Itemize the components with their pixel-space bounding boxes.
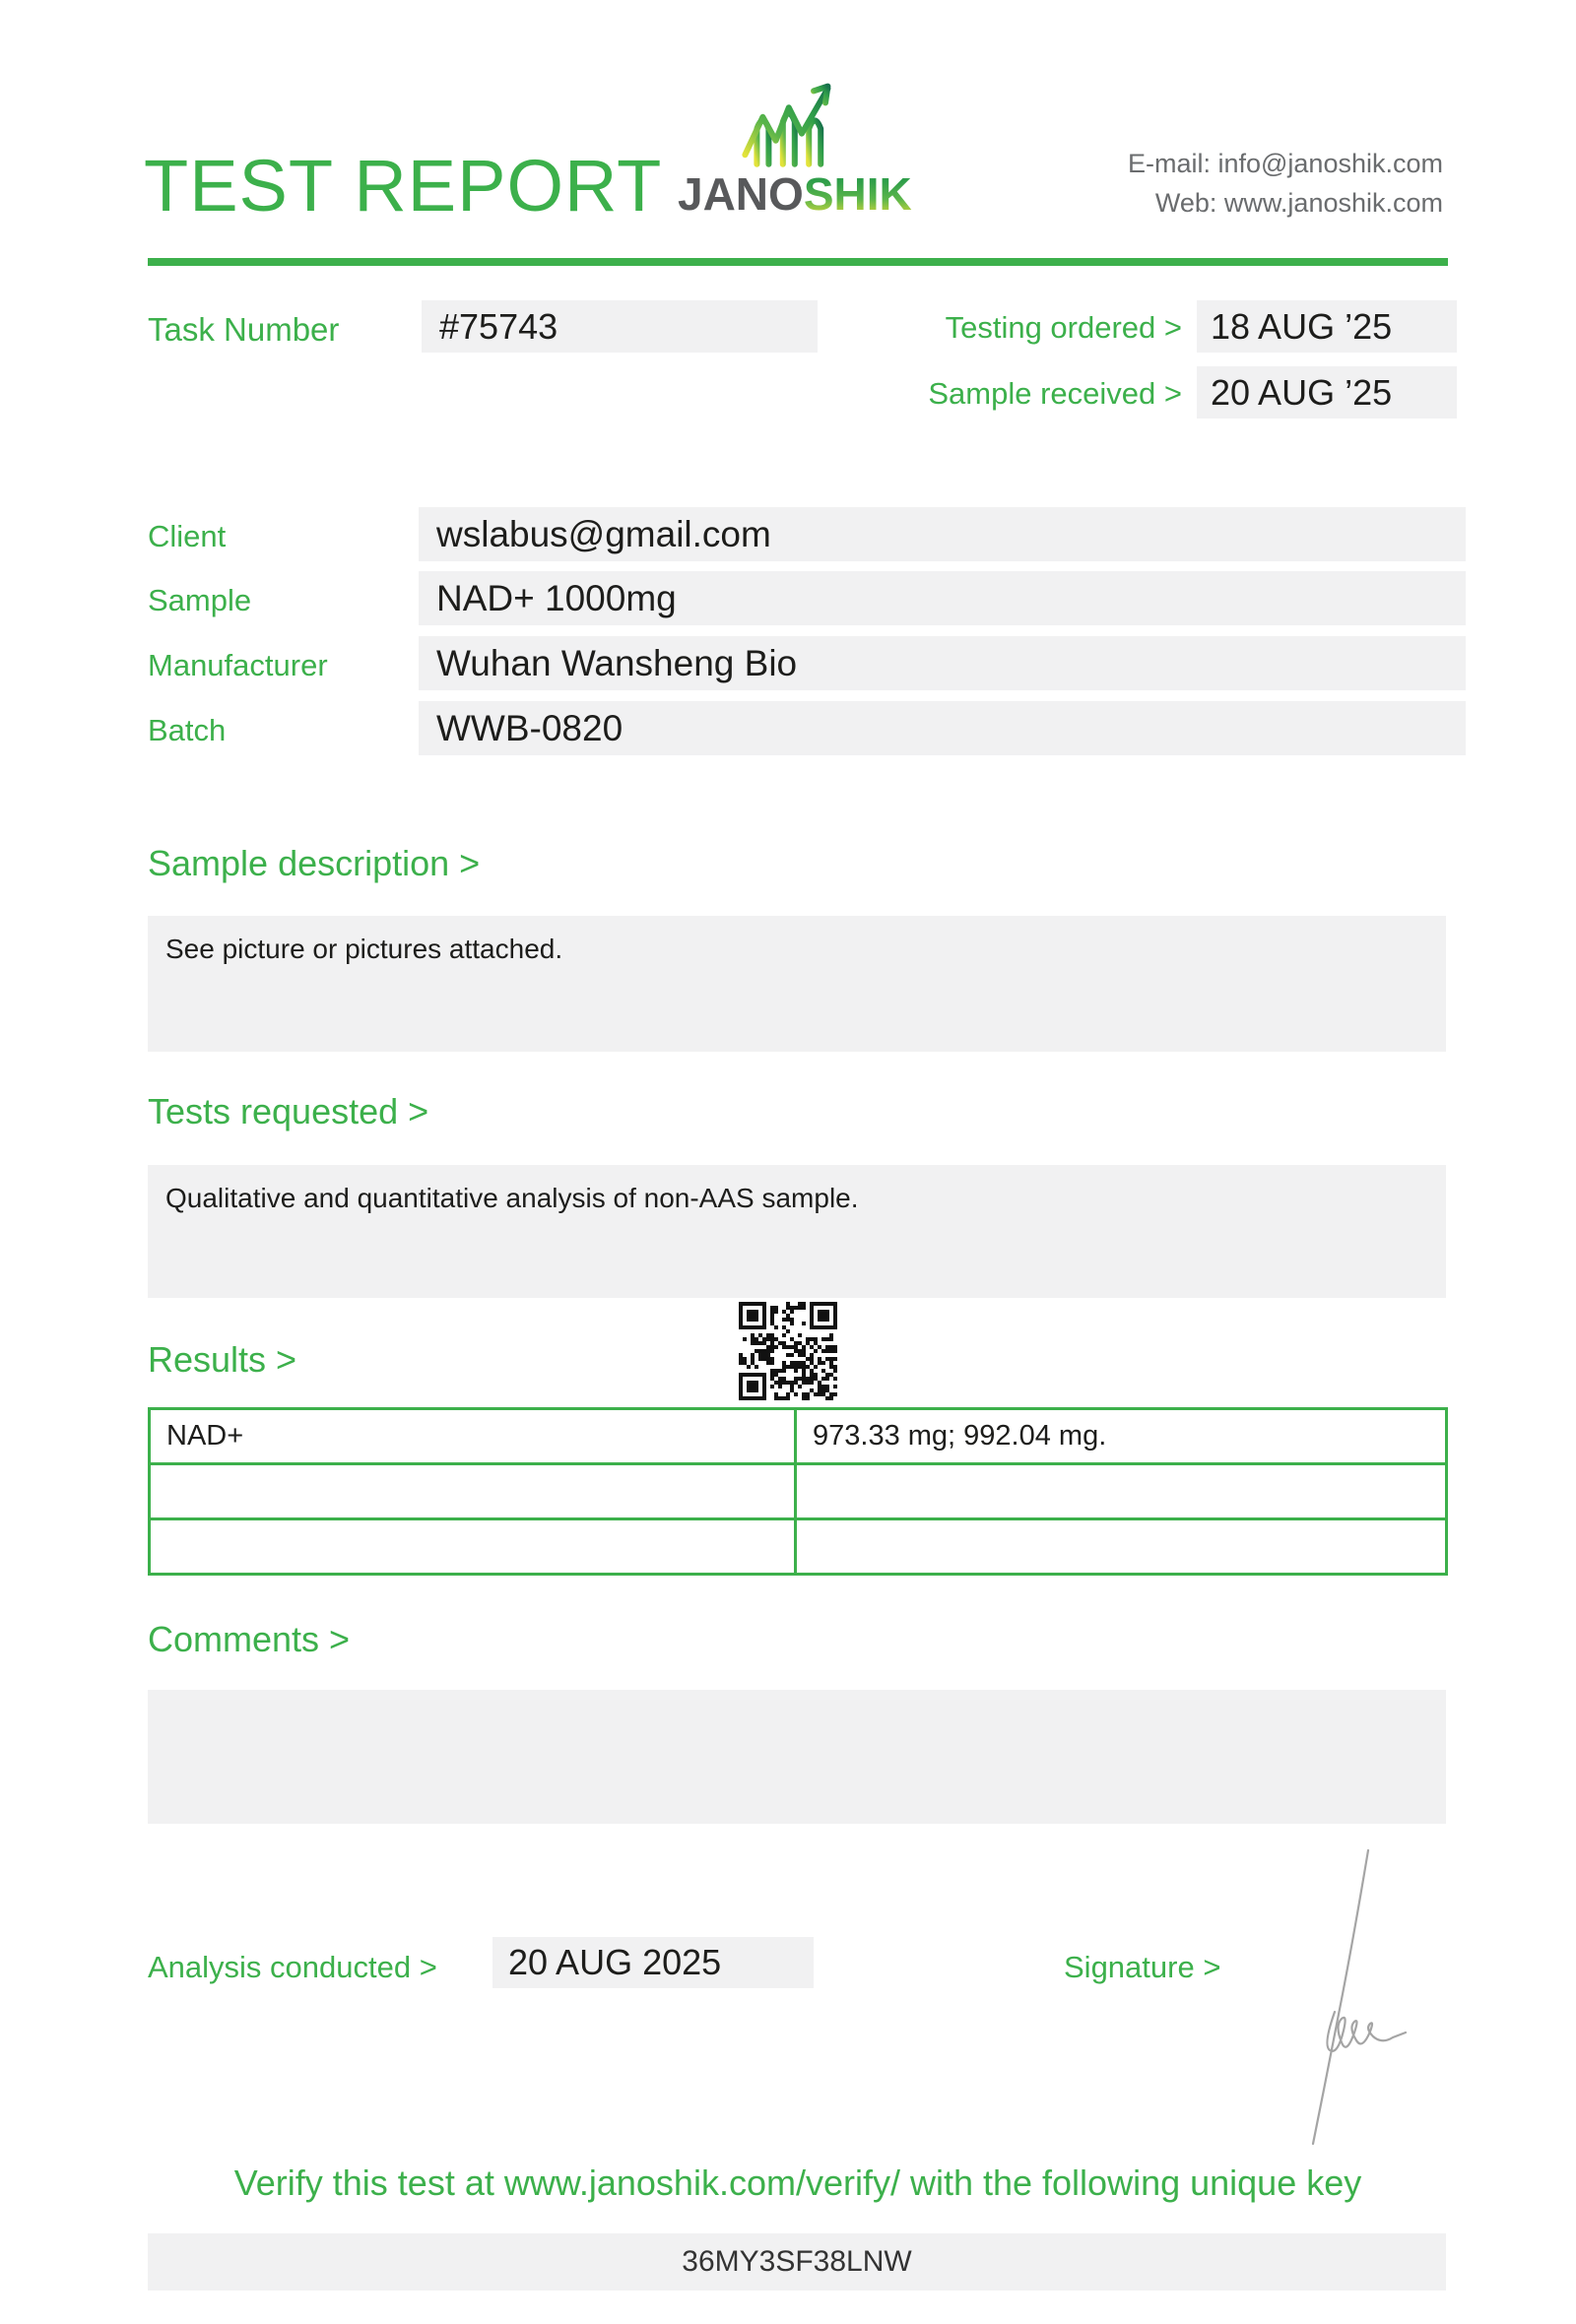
sample-received-date: 20 AUG ’25 <box>1211 371 1393 413</box>
sample-description-text: See picture or pictures attached. <box>165 934 563 964</box>
tests-requested-text: Qualitative and quantitative analysis of non-AAS sample. <box>165 1183 859 1213</box>
result-value-cell <box>796 1464 1447 1519</box>
signature-scribble <box>1266 1846 1423 2152</box>
verify-instruction: Verify this test at www.janoshik.com/verify/ with the following unique key <box>233 2163 1362 2203</box>
result-analyte-cell <box>150 1519 796 1575</box>
qr-code <box>739 1300 837 1402</box>
contact-info <box>1128 144 1443 223</box>
sample-value <box>419 571 1466 625</box>
client-value <box>419 507 1466 561</box>
results-table <box>148 1407 1448 1576</box>
testing-ordered-label: Testing ordered > <box>945 310 1182 345</box>
batch-value <box>419 701 1466 755</box>
verify-key-text: 36MY3SF38LNW <box>682 2245 912 2278</box>
results-row-3 <box>150 1519 1447 1575</box>
client-text: wslabus@gmail.com <box>436 513 771 554</box>
verify-key-value <box>148 2233 1446 2291</box>
analysis-conducted-label: Analysis conducted > <box>148 1950 437 1984</box>
sample-text: NAD+ 1000mg <box>436 577 677 618</box>
batch-text: WWB-0820 <box>436 707 624 748</box>
task-number-value <box>422 300 818 353</box>
sample-received-value <box>1197 366 1457 419</box>
result-analyte-cell <box>150 1464 796 1519</box>
analysis-date-value <box>492 1937 814 1988</box>
manufacturer-text: Wuhan Wansheng Bio <box>436 642 798 683</box>
testing-ordered-date: 18 AUG ’25 <box>1211 305 1393 347</box>
signature-label: Signature > <box>1064 1950 1221 1984</box>
logo-text-shik: SHIK <box>803 168 912 220</box>
batch-label: Batch <box>148 713 227 747</box>
contact-web: Web: www.janoshik.com <box>1154 188 1443 218</box>
task-number-label: Task Number <box>148 311 340 348</box>
analysis-date-text: 20 AUG 2025 <box>508 1942 722 1982</box>
page-title: TEST REPORT <box>144 145 663 226</box>
comments-box <box>148 1690 1446 1824</box>
result-value-cell: 973.33 mg; 992.04 mg. <box>796 1409 1447 1464</box>
task-number-text: #75743 <box>439 305 558 347</box>
header-divider <box>148 258 1448 266</box>
sample-description-box <box>148 916 1446 1052</box>
sample-received-label: Sample received > <box>928 376 1182 411</box>
results-row-2 <box>150 1464 1447 1519</box>
result-analyte-cell: NAD+ <box>150 1409 796 1464</box>
manufacturer-value <box>419 636 1466 690</box>
logo-text-jano: JANO <box>678 168 804 220</box>
results-heading: Results > <box>148 1339 297 1380</box>
client-label: Client <box>148 519 227 553</box>
logo-wordmark <box>678 168 912 220</box>
results-row-1 <box>150 1409 1447 1464</box>
result-value-cell <box>796 1519 1447 1575</box>
tests-requested-box <box>148 1165 1446 1298</box>
janoshik-logo <box>678 77 912 220</box>
testing-ordered-value <box>1197 300 1457 353</box>
sample-description-heading: Sample description > <box>148 843 481 883</box>
comments-heading: Comments > <box>148 1619 351 1659</box>
contact-email: E-mail: info@janoshik.com <box>1127 149 1443 178</box>
sample-label: Sample <box>148 583 252 617</box>
manufacturer-label: Manufacturer <box>148 648 328 682</box>
trend-chart-arrow-icon <box>731 77 849 171</box>
tests-requested-heading: Tests requested > <box>148 1091 429 1131</box>
